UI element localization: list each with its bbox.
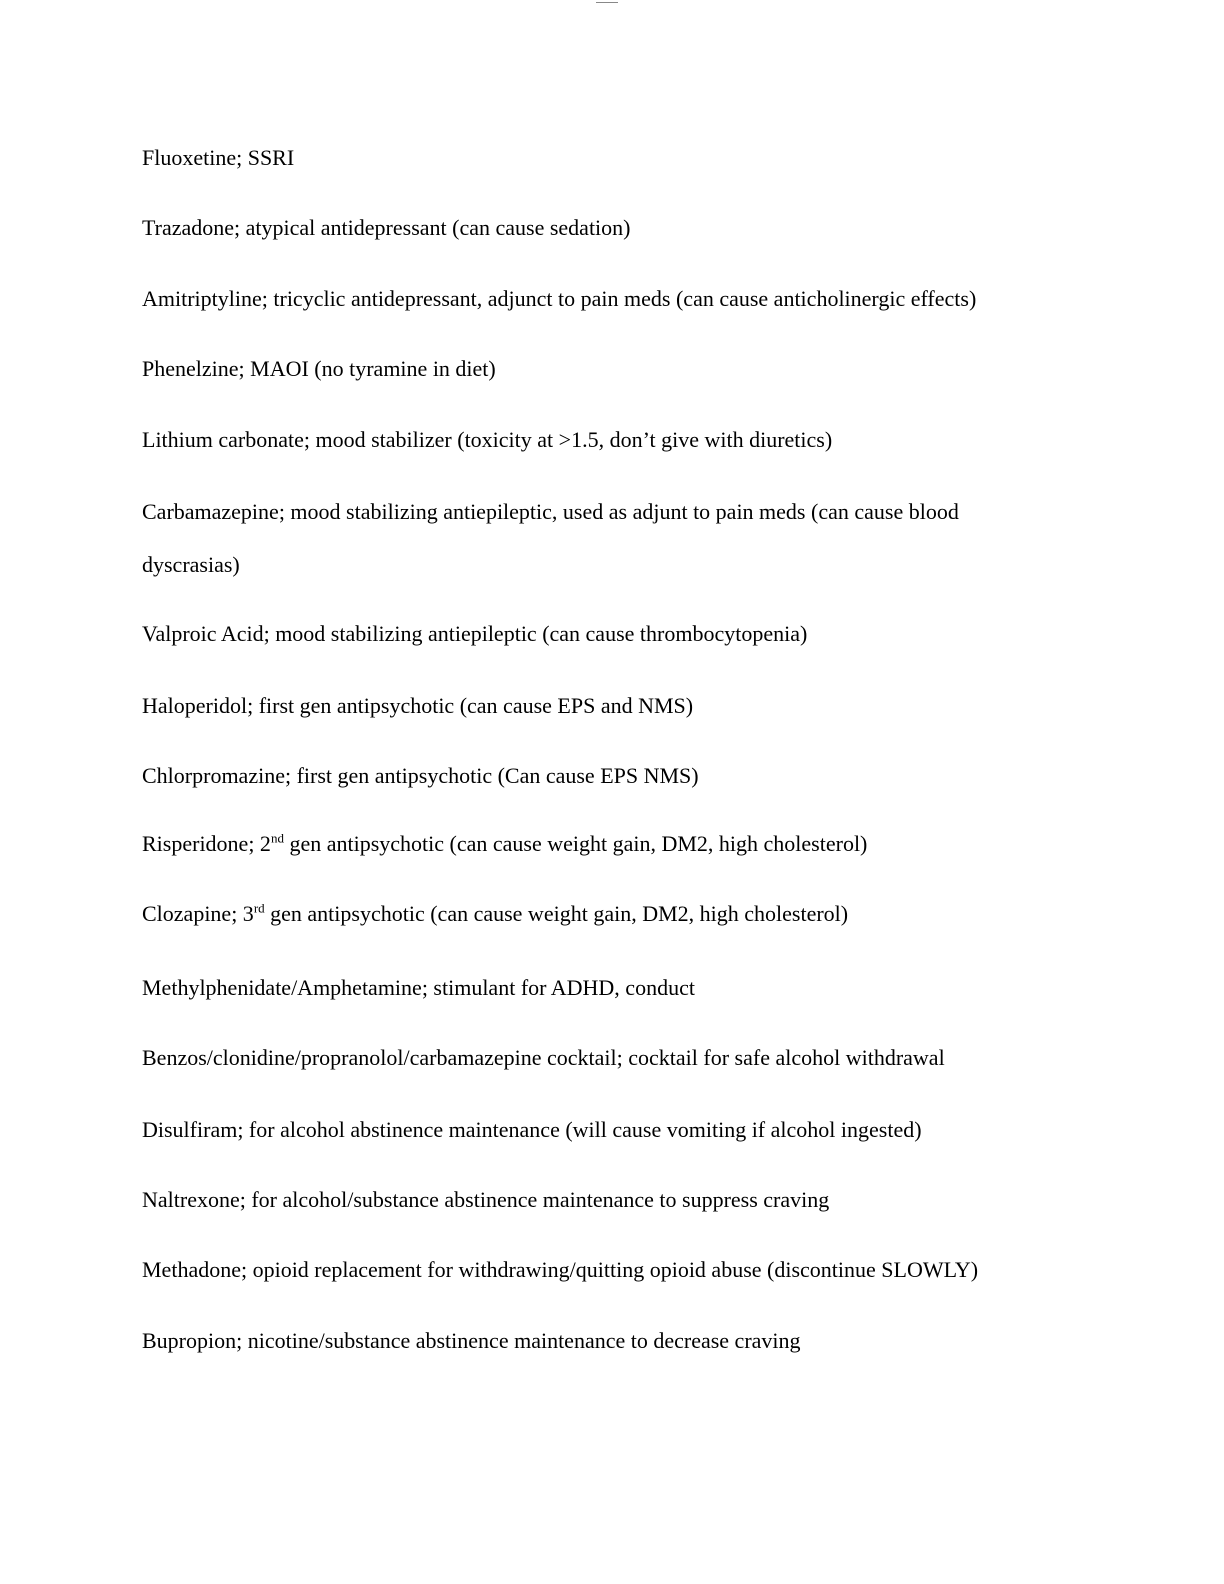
entry-phenelzine: Phenelzine; MAOI (no tyramine in diet) bbox=[142, 356, 496, 381]
entry-lithium: Lithium carbonate; mood stabilizer (toxicity at >1.5, don’t give with diuretics) bbox=[142, 427, 833, 452]
entry-disulfiram: Disulfiram; for alcohol abstinence maintenance (will cause vomiting if alcohol ingested) bbox=[142, 1117, 922, 1142]
header-mark bbox=[596, 0, 618, 3]
entry-alcohol-withdrawal-cocktail: Benzos/clonidine/propranolol/carbamazepine cocktail; cocktail for safe alcohol withdrawal bbox=[142, 1045, 945, 1070]
entry-clozapine bbox=[142, 902, 1082, 926]
entry-risperidone-sup: nd bbox=[270, 830, 284, 846]
entry-fluoxetine: Fluoxetine; SSRI bbox=[142, 145, 295, 170]
entry-amitriptyline: Amitriptyline; tricyclic antidepressant, adjunct to pain meds (can cause anticholinergic effects) bbox=[142, 286, 977, 311]
entry-methylphenidate: Methylphenidate/Amphetamine; stimulant for ADHD, conduct bbox=[142, 975, 695, 1000]
entry-risperidone bbox=[142, 832, 1082, 856]
entry-trazadone: Trazadone; atypical antidepressant (can cause sedation) bbox=[142, 215, 631, 240]
entry-clozapine-pre: Clozapine; 3 bbox=[142, 901, 254, 926]
entry-chlorpromazine: Chlorpromazine; first gen antipsychotic (Can cause EPS NMS) bbox=[142, 763, 699, 788]
entry-bupropion: Bupropion; nicotine/substance abstinence maintenance to decrease craving bbox=[142, 1328, 801, 1353]
entry-risperidone-pre: Risperidone; 2 bbox=[142, 831, 271, 856]
entry-clozapine-sup: rd bbox=[253, 900, 265, 916]
entry-methadone: Methadone; opioid replacement for withdrawing/quitting opioid abuse (discontinue SLOWLY) bbox=[142, 1257, 979, 1282]
entry-valproic-acid: Valproic Acid; mood stabilizing antiepileptic (can cause thrombocytopenia) bbox=[142, 621, 808, 646]
entry-risperidone-post: gen antipsychotic (can cause weight gain, DM2, high cholesterol) bbox=[283, 831, 868, 856]
entry-carbamazepine: Carbamazepine; mood stabilizing antiepileptic, used as adjunt to pain meds (can cause blood dyscrasias) bbox=[142, 499, 959, 577]
entry-clozapine-post: gen antipsychotic (can cause weight gain, DM2, high cholesterol) bbox=[264, 901, 849, 926]
entry-naltrexone: Naltrexone; for alcohol/substance abstinence maintenance to suppress craving bbox=[142, 1187, 830, 1212]
entry-haloperidol: Haloperidol; first gen antipsychotic (can cause EPS and NMS) bbox=[142, 693, 694, 718]
